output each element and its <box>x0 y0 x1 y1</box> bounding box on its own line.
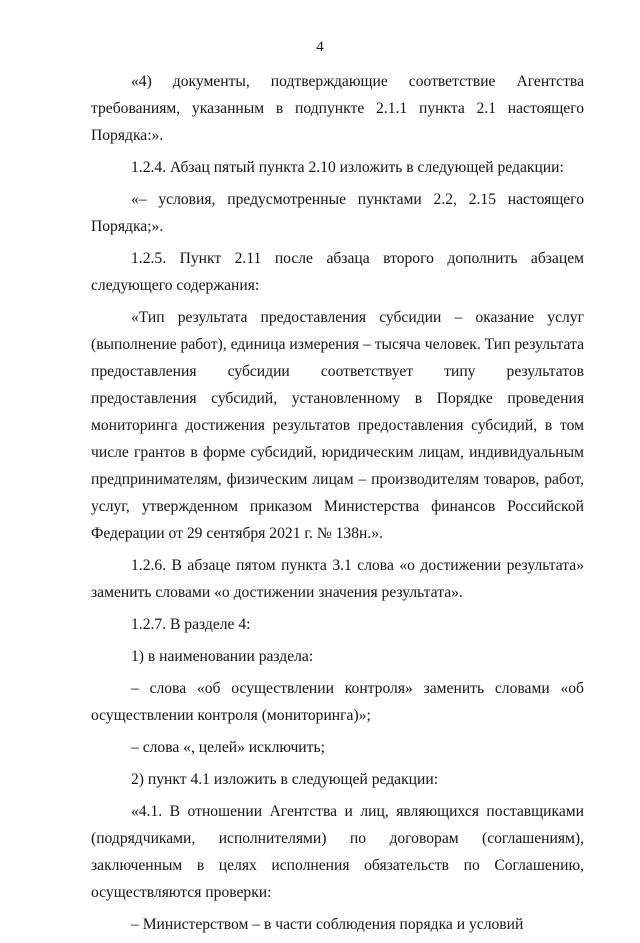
paragraph-5: «Тип результата предоставления субсидии – оказание услуг (выполнение работ), единица измерения – тысяча человек. Тип результата предоставления субсидии соответствует типу результатов предоставления субсидий, установленному в Порядке проведения мониторинга достижения результатов предоставления субсидий, в том числе грантов в форме субсидий, юридическим лицам, индивидуальным предпринимателям, физическим лицам – производителям товаров, работ, услуг, утвержденном приказом Министерства финансов Российской Федерации от 29 сентября 2021 г. № 138н.». <box>91 309 584 542</box>
paragraph-3: «– условия, предусмотренные пунктами 2.2, 2.15 настоящего Порядка;». <box>91 191 584 235</box>
paragraph-7: 1.2.7. В разделе 4: <box>131 616 251 633</box>
paragraph-4: 1.2.5. Пункт 2.11 после абзаца второго дополнить абзацем следующего содержания: <box>91 250 584 294</box>
paragraph-12: «4.1. В отношении Агентства и лиц, являющихся поставщиками (подрядчиками, исполнителями) по договорам (соглашениям), заключенным в целях исполнения обязательств по Соглашению, осуществляются проверки: <box>91 803 584 901</box>
paragraph-6: 1.2.6. В абзаце пятом пункта 3.1 слова «о достижении результата» заменить словами «о достижении значения результата». <box>91 557 584 601</box>
paragraph-2: 1.2.4. Абзац пятый пункта 2.10 изложить в следующей редакции: <box>131 159 564 176</box>
document-body <box>91 68 584 943</box>
paragraph-9: – слова «об осуществлении контроля» заменить словами «об осуществлении контроля (мониторинга)»; <box>91 680 584 724</box>
paragraph-13: – Министерством – в части соблюдения порядка и условий <box>131 916 524 933</box>
paragraph-11: 2) пункт 4.1 изложить в следующей редакции: <box>131 771 439 788</box>
paragraph-10: – слова «, целей» исключить; <box>131 739 325 756</box>
page-number: 4 <box>316 39 324 55</box>
paragraph-8: 1) в наименовании раздела: <box>131 648 314 665</box>
paragraph-1: «4) документы, подтверждающие соответствие Агентства требованиям, указанным в подпункте 2.1.1 пункта 2.1 настоящего Порядка:». <box>91 73 584 144</box>
